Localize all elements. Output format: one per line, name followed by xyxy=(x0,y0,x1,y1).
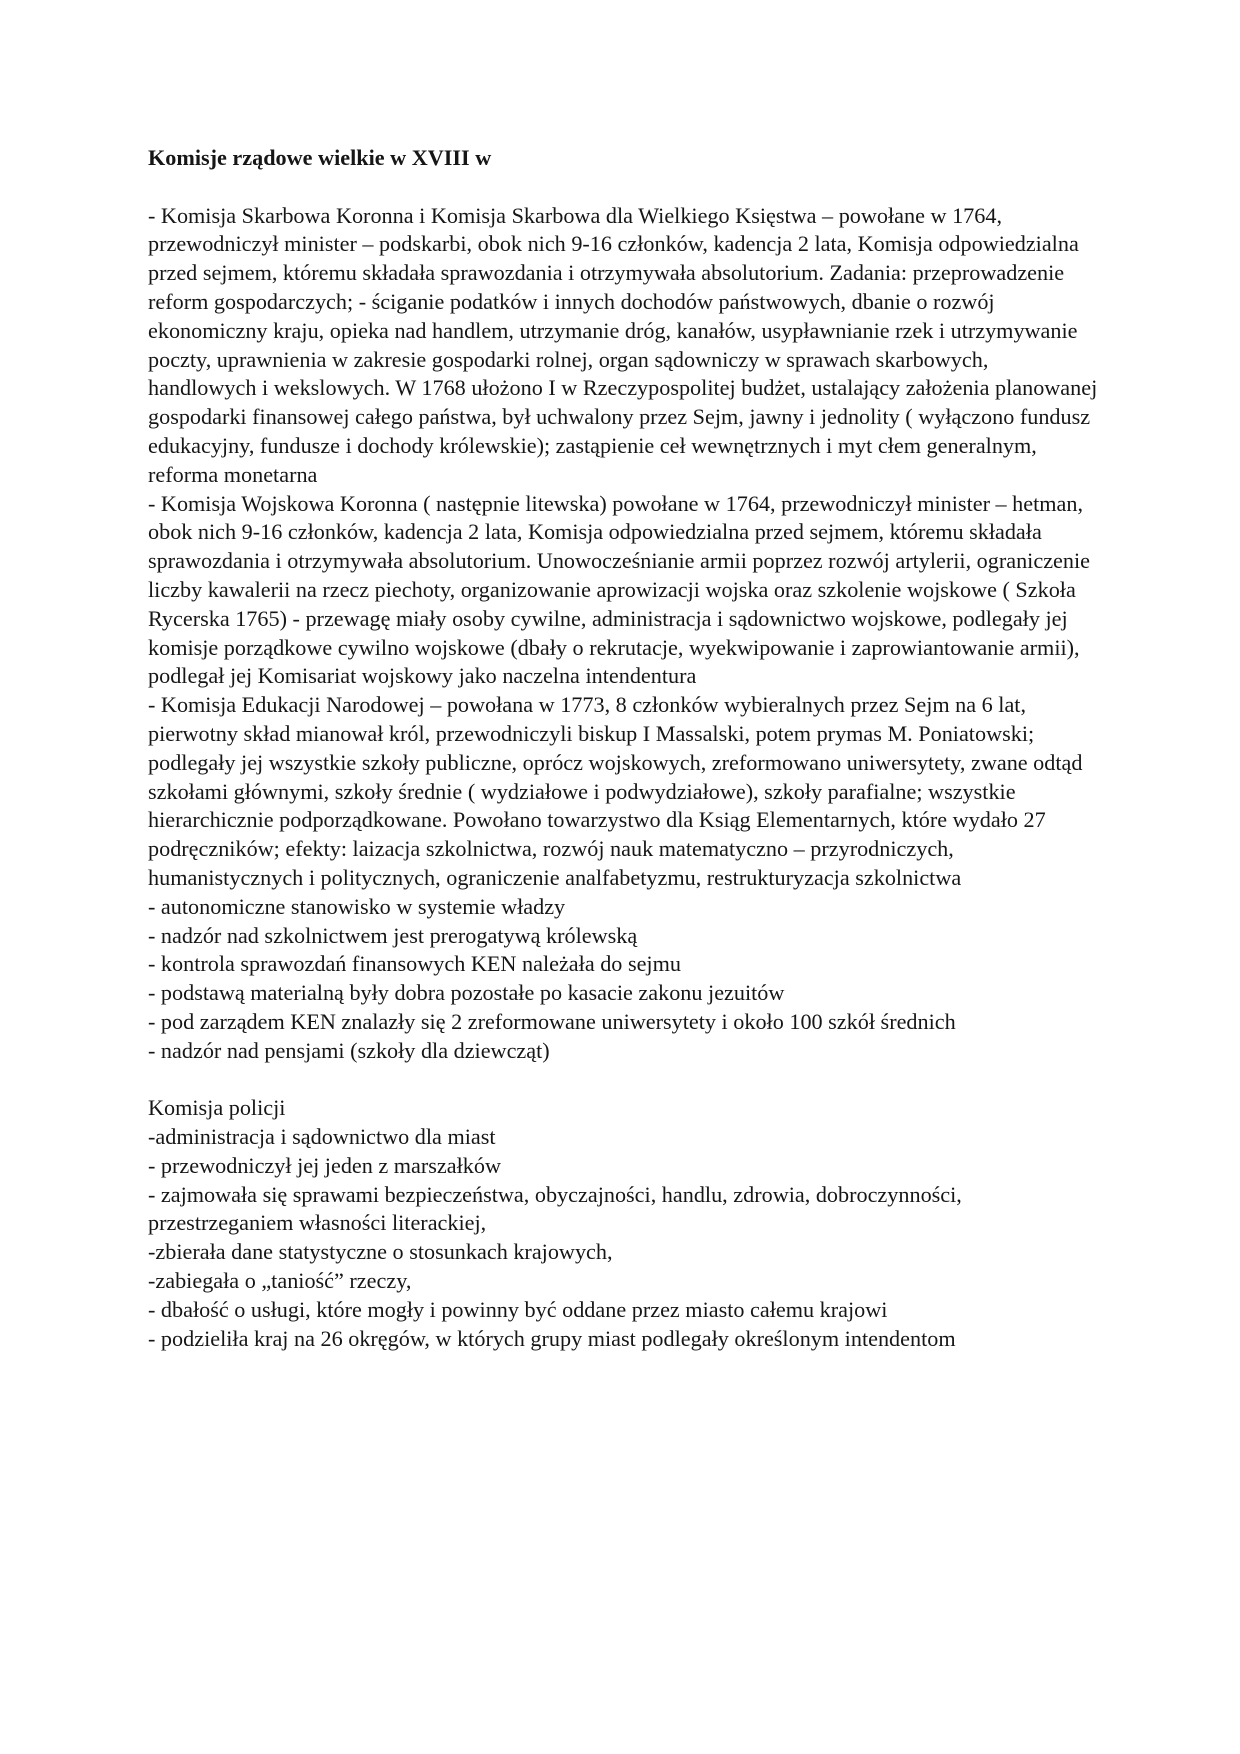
list-item: - autonomiczne stanowisko w systemie władzy xyxy=(148,893,566,919)
list-item: - dbałość o usługi, które mogły i powinny być oddane przez miasto całemu krajowi xyxy=(148,1296,888,1322)
paragraph-komisja-wojskowa: - Komisja Wojskowa Koronna ( następnie litewska) powołane w 1764, przewodniczył minister – hetman, obok nich 9-16 członków, kadencja 2 lata, Komisja odpowiedzialna przed sejmem, któremu składała sprawozdania i otrzymywała absolutorium. Unowocześnianie armii poprzez rozwój artylerii, ograniczenie liczby kawalerii na rzecz piechoty, organizowanie aprowizacji wojska oraz szkolenie wojskowe ( Szkoła Rycerska 1765) - przewagę miały osoby cywilne, administracja i sądownictwo wojskowe, podlegały jej komisje porządkowe cywilno wojskowe (dbały o rekrutacje, wyekwipowanie i zaprowiantowanie armii), podlegał jej Komisariat wojskowy jako naczelna intendentura xyxy=(148,490,1090,689)
list-item: - kontrola sprawozdań finansowych KEN należała do sejmu xyxy=(148,951,681,977)
section-spacer xyxy=(148,1066,1098,1095)
list-item: - podzieliła kraj na 26 okręgów, w których grupy miast podlegały określonym intendentom xyxy=(148,1325,956,1351)
list-item: - podstawą materialną były dobra pozostałe po kasacie zakonu jezuitów xyxy=(148,980,785,1006)
list-item: -administracja i sądownictwo dla miast xyxy=(148,1124,496,1150)
list-item: - nadzór nad pensjami (szkoły dla dziewcząt) xyxy=(148,1037,550,1063)
list-item: - przewodniczył jej jeden z marszałków xyxy=(148,1152,501,1178)
list-item: - zajmowała się sprawami bezpieczeństwa, obyczajności, handlu, zdrowia, dobroczynności, przestrzeganiem własności literackiej, xyxy=(148,1181,962,1236)
list-item: - nadzór nad szkolnictwem jest prerogatywą królewską xyxy=(148,922,638,948)
paragraph-komisja-edukacji: - Komisja Edukacji Narodowej – powołana w 1773, 8 członków wybieralnych przez Sejm na 6 lat, pierwotny skład mianował król, przewodniczyli biskup I Massalski, potem prymas M. Poniatowski; podlegały jej wszystkie szkoły publiczne, oprócz wojskowych, zreformowano uniwersytety, zwane odtąd szkołami głównymi, szkoły średnie ( wydziałowe i podwydziałowe), szkoły parafialne; wszystkie hierarchicznie podporządkowane. Powołano towarzystwo dla Ksiąg Elementarnych, które wydało 27 podręczników; efekty: laizacja szkolnictwa, rozwój nauk matematyczno – przyrodniczych, humanistycznych i politycznych, ograniczenie analfabetyzmu, restrukturyzacja szkolnictwa xyxy=(148,692,1083,890)
list-item: -zabiegała o „taniość” rzeczy, xyxy=(148,1268,412,1294)
list-item: - pod zarządem KEN znalazły się 2 zreformowane uniwersytety i około 100 szkół średnich xyxy=(148,1008,956,1034)
paragraph-komisja-skarbowa: - Komisja Skarbowa Koronna i Komisja Skarbowa dla Wielkiego Księstwa – powołane w 1764, przewodniczył minister – podskarbi, obok nich 9-16 członków, kadencja 2 lata, Komisja odpowiedzialna przed sejmem, któremu składała sprawozdania i otrzymywała absolutorium. Zadania: przeprowadzenie reform gospodarczych; - ściganie podatków i innych dochodów państwowych, dbanie o rozwój ekonomiczny kraju, opieka nad handlem, utrzymanie dróg, kanałów, usypławnianie rzek i utrzymywanie poczty, uprawnienia w zakresie gospodarki rolnej, organ sądowniczy w sprawach skarbowych, handlowych i wekslowych. W 1768 ułożono I w Rzeczypospolitej budżet, ustalający założenia planowanej gospodarki finansowej całego państwa, był uchwalony przez Sejm, jawny i jednolity ( wyłączono fundusz edukacyjny, fundusze i dochody królewskie); zastąpienie ceł wewnętrznych i myt cłem generalnym, reforma monetarna xyxy=(148,202,1098,487)
section-heading-komisja-policji: Komisja policji xyxy=(148,1095,286,1121)
list-item: -zbierała dane statystyczne o stosunkach krajowych, xyxy=(148,1239,613,1265)
page-title: Komisje rządowe wielkie w XVIII w xyxy=(148,145,492,170)
document-page xyxy=(148,144,1098,1353)
